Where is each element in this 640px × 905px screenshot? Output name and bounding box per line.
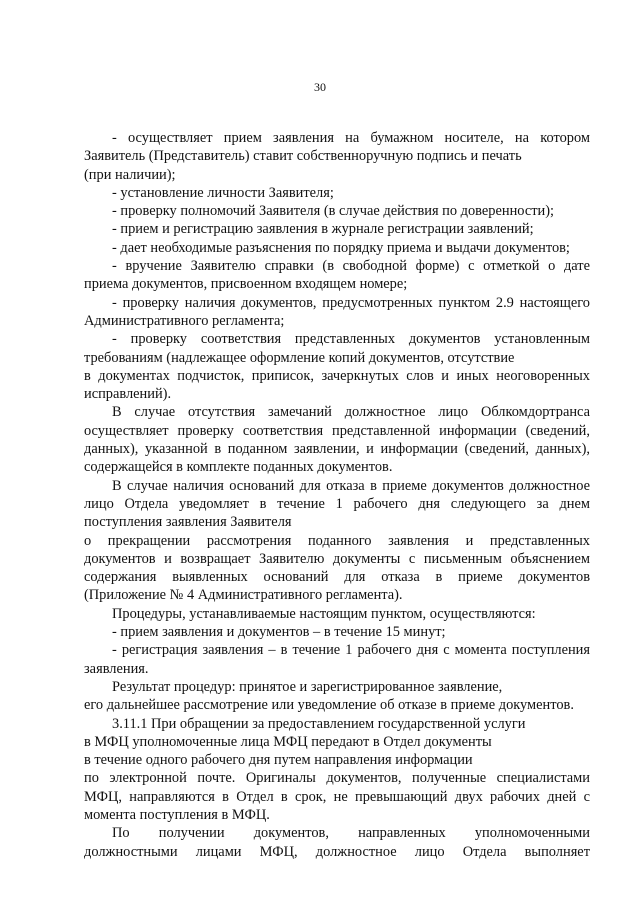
text-line: данных), указанной в поданном заявлении, и информации (сведений, данных), (84, 441, 590, 458)
text-line: в МФЦ уполномоченные лица МФЦ передают в Отдел документы (84, 733, 492, 750)
text-line: должностными лицами МФЦ, должностное лицо Отдела выполняет (84, 843, 590, 860)
text-line: - осуществляет прием заявления на бумажном носителе, на котором (112, 130, 590, 146)
text-line: по электронной почте. Оригиналы документов, полученные специалистами (84, 770, 590, 787)
text-line: лицо Отдела уведомляет в течение 1 рабочего дня следующего за днем (84, 495, 590, 512)
text-line: момента поступления в МФЦ. (84, 806, 270, 823)
text-line: о прекращении рассмотрения поданного заявления и представленных (84, 532, 590, 549)
text-line: - регистрация заявления – в течение 1 рабочего дня с момента поступления (112, 642, 590, 659)
text-line: По получении документов, направленных уполномоченными (112, 825, 590, 842)
text-line: (при наличии); (84, 166, 176, 183)
text-line: в документах подчисток, приписок, зачеркнутых слов и иных неоговоренных (84, 367, 590, 384)
text-line: его дальнейшее рассмотрение или уведомление об отказе в приеме документов. (84, 697, 574, 714)
document-body (84, 129, 590, 861)
text-line: (Приложение № 4 Административного регламента). (84, 587, 403, 604)
text-line: 3.11.1 При обращении за предоставлением государственной услуги (112, 715, 526, 732)
text-line: содержащейся в комплекте поданных документов. (84, 459, 393, 476)
text-line: Процедуры, устанавливаемые настоящим пунктом, осуществляются: (112, 605, 536, 622)
text-line: В случае отсутствия замечаний должностное лицо Облкомдортранса (112, 404, 590, 421)
text-line: Результат процедур: принятое и зарегистрированное заявление, (112, 678, 503, 695)
text-line: - прием заявления и документов – в течение 15 минут; (112, 624, 446, 641)
page-number: 30 (314, 80, 326, 94)
text-line: Административного регламента; (84, 312, 285, 329)
text-line: - проверку полномочий Заявителя (в случае действия по доверенности); (112, 203, 554, 220)
text-line: Заявитель (Представитель) ставит собственноручную подпись и печать (84, 148, 522, 165)
text-line: поступления заявления Заявителя (84, 514, 292, 531)
text-line: МФЦ, направляются в Отдел в срок, не превышающий двух рабочих дней с (84, 788, 590, 805)
text-line: В случае наличия оснований для отказа в приеме документов должностное (112, 477, 590, 494)
text-line: - прием и регистрацию заявления в журнале регистрации заявлений; (112, 221, 534, 238)
text-line: в течение одного рабочего дня путем направления информации (84, 752, 473, 769)
text-line: документов и возвращает Заявителю документы с письменным объяснением (84, 550, 590, 567)
text-line: - вручение Заявителю справки (в свободной форме) с отметкой о дате (112, 258, 590, 275)
text-line: осуществляет проверку соответствия представленной информации (сведений, (84, 422, 590, 439)
text-line: приема документов, присвоенном входящем номере; (84, 276, 408, 293)
text-line: требованиям (надлежащее оформление копий документов, отсутствие (84, 349, 515, 366)
text-line: - проверку наличия документов, предусмотренных пунктом 2.9 настоящего (112, 294, 590, 311)
text-line: исправлений). (84, 386, 172, 403)
text-line: содержания выявленных оснований для отказа в приеме документов (84, 569, 590, 586)
text-line: заявления. (84, 660, 149, 677)
text-line: - проверку соответствия представленных документов установленным (112, 331, 590, 348)
text-line: - дает необходимые разъяснения по порядку приема и выдачи документов; (112, 239, 570, 256)
text-line: - установление личности Заявителя; (112, 184, 334, 201)
